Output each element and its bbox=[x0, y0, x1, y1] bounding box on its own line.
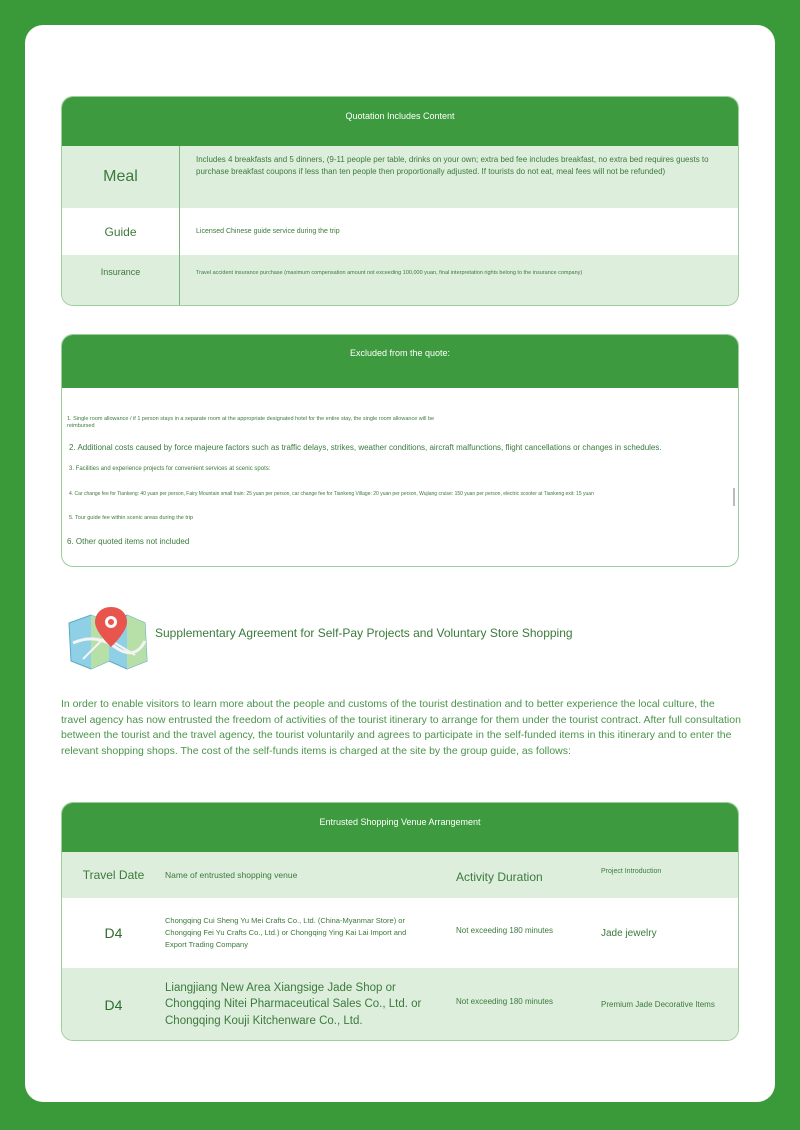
row-venue: Liangjiang New Area Xiangsige Jade Shop or Chongqing Nitei Pharmaceutical Sales Co., Ltd. or Chongqing Kouji Kitchenware Co., Ltd. bbox=[165, 981, 422, 1027]
row-content: Travel accident insurance purchase (maximum compensation amount not exceeding 100,000 yuan, final interpretation rights belong to the insurance company) bbox=[196, 270, 583, 276]
column-headers bbox=[62, 852, 738, 898]
table-row bbox=[62, 255, 738, 305]
excluded-list bbox=[62, 388, 738, 567]
row-intro: Jade jewelry bbox=[601, 927, 657, 939]
shopping-title: Entrusted Shopping Venue Arrangement bbox=[319, 816, 481, 827]
row-venue: Chongqing Cui Sheng Yu Mei Crafts Co., Ltd. (China-Myanmar Store) or Chongqing Fei Yu Crafts Co., Ltd.) or Chongqing Ying Kai Lai Import and Export Trading Company bbox=[165, 916, 407, 949]
row-label: Meal bbox=[62, 146, 180, 208]
quotation-includes-table bbox=[61, 96, 739, 306]
table-row bbox=[62, 898, 738, 968]
list-item: 6. Other quoted items not included bbox=[67, 537, 190, 546]
scrollbar[interactable] bbox=[733, 488, 735, 506]
agreement-title: Supplementary Agreement for Self-Pay Projects and Voluntary Store Shopping bbox=[155, 626, 573, 640]
header-venue: Name of entrusted shopping venue bbox=[165, 870, 298, 880]
quotation-includes-title: Quotation Includes Content bbox=[345, 110, 455, 121]
row-date: D4 bbox=[104, 925, 123, 941]
row-intro: Premium Jade Decorative Items bbox=[601, 1000, 715, 1009]
row-duration: Not exceeding 180 minutes bbox=[456, 997, 553, 1006]
document-page bbox=[25, 25, 775, 1102]
shopping-header bbox=[62, 803, 738, 852]
row-date: D4 bbox=[104, 996, 123, 1013]
row-content: Licensed Chinese guide service during the trip bbox=[196, 228, 340, 235]
list-item: 5. Tour guide fee within scenic areas during the trip bbox=[69, 515, 194, 521]
excluded-title: Excluded from the quote: bbox=[349, 347, 451, 358]
row-content: Includes 4 breakfasts and 5 dinners, (9-11 people per table, drinks on your own; extra bed fee includes breakfast, no extra bed requires guests to purchase breakfast coupons if less than ten people then proportionally adjusted. If tourists do not eat, meal fees will not be refunded) bbox=[196, 155, 709, 176]
excluded-header bbox=[62, 335, 738, 388]
row-duration: Not exceeding 180 minutes bbox=[456, 925, 553, 935]
shopping-table bbox=[61, 802, 739, 1041]
list-item: 1. Single room allowance / if 1 person stays in a separate room at the appropriate designated hotel for the entire stay, the single room allowance will be reimbursed bbox=[67, 416, 435, 429]
list-item: 3. Facilities and experience projects for convenient services at scenic spots: bbox=[69, 466, 271, 472]
header-date: Travel Date bbox=[82, 868, 145, 882]
header-intro: Project Introduction bbox=[601, 867, 662, 875]
list-item: 2. Additional costs caused by force majeure factors such as traffic delays, strikes, weather conditions, aircraft malfunctions, flight cancellations or changes in schedules. bbox=[69, 443, 662, 452]
row-label: Guide bbox=[62, 208, 180, 255]
table-row bbox=[62, 968, 738, 1041]
map-pin-icon bbox=[65, 603, 149, 673]
agreement-paragraph: In order to enable visitors to learn more about the people and customs of the tourist destination and to better experience the local culture, the travel agency has now entrusted the freedom of activities of the tourist itinerary to arrange for them under the tourist contract. After full consultation between the tourist and the travel agency, the tourist voluntarily and agrees to participate in the self-funded items in this itinerary and to enter the relevant shopping shops. The cost of the self-funds items is charged at the site by the group guide, as follows: bbox=[61, 698, 741, 757]
header-duration: Activity Duration bbox=[456, 869, 543, 884]
table-row bbox=[62, 146, 738, 208]
list-item: 4. Car change fee for Tiankeng: 40 yuan per person, Fairy Mountain small train: 25 yuan per person, car change fee for Tiankeng Village: 20 yuan per person, Wujiang cruise: 150 yuan per person, electric scooter at Tiankeng exit: 15 yuan bbox=[69, 491, 594, 497]
row-label: Insurance bbox=[62, 255, 180, 305]
table-row bbox=[62, 208, 738, 255]
quotation-includes-header bbox=[62, 97, 738, 146]
excluded-table bbox=[61, 334, 739, 567]
